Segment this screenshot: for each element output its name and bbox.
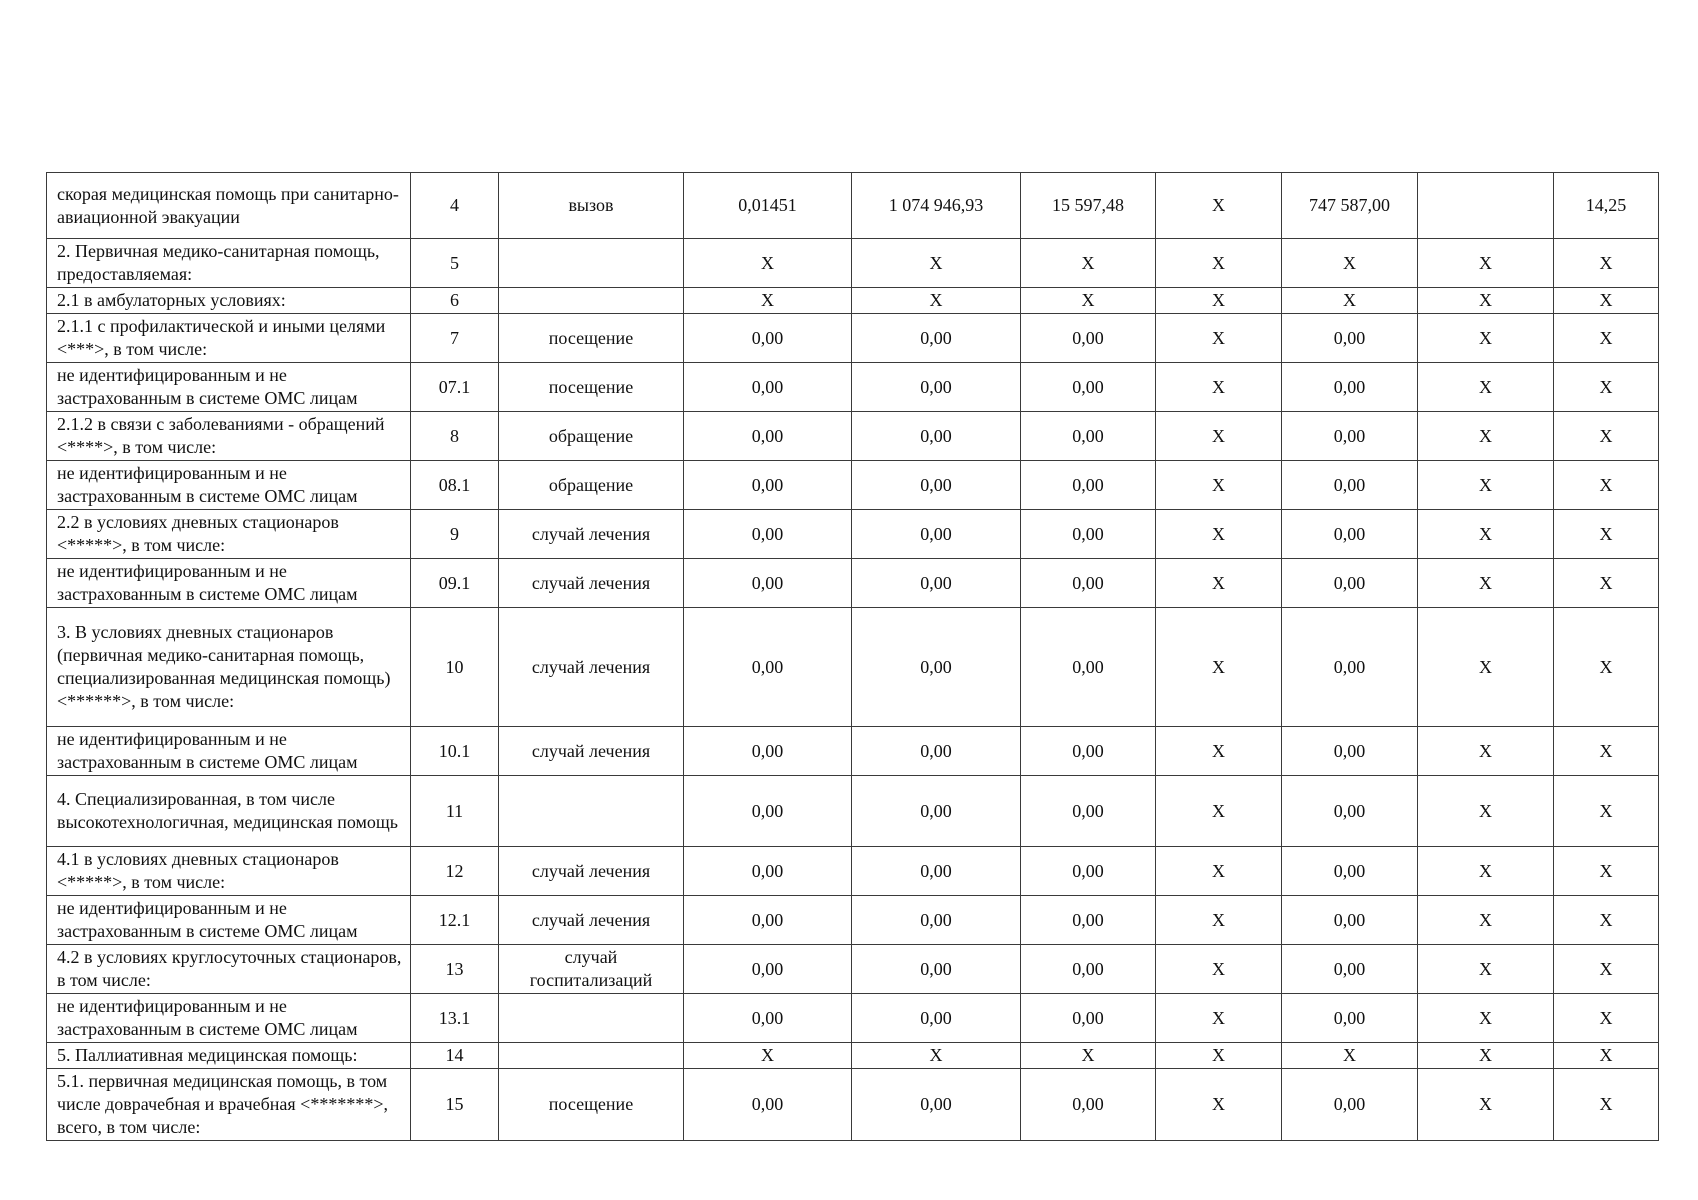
table-row	[47, 239, 1659, 288]
cost-per-unit-cell: X	[852, 239, 1021, 288]
per-capita-cell: 0,00	[1021, 847, 1156, 896]
oms-cell: X	[1418, 847, 1554, 896]
row-code-cell: 6	[411, 288, 499, 314]
per-capita-cell: 0,00	[1021, 994, 1156, 1043]
percent-cell: X	[1554, 412, 1659, 461]
unit-cell	[499, 1043, 684, 1069]
volume-cell: 0,00	[684, 727, 852, 776]
per-capita-cell: 0,00	[1021, 314, 1156, 363]
budget-cell: X	[1282, 1043, 1418, 1069]
row-code-cell: 09.1	[411, 559, 499, 608]
per-capita-cell: 0,00	[1021, 776, 1156, 847]
cost-per-unit-cell: 0,00	[852, 461, 1021, 510]
row-name-cell: не идентифицированным и не застрахованным в системе ОМС лицам	[47, 896, 411, 945]
row-code-cell: 12.1	[411, 896, 499, 945]
cost-per-unit-cell: 0,00	[852, 994, 1021, 1043]
oms-cell: X	[1418, 510, 1554, 559]
medical-care-table	[46, 172, 1659, 1141]
per-capita-cell: 0,00	[1021, 608, 1156, 727]
row-name-cell: не идентифицированным и не застрахованным в системе ОМС лицам	[47, 559, 411, 608]
percent-cell: X	[1554, 945, 1659, 994]
table-row	[47, 510, 1659, 559]
unit-cell: случай лечения	[499, 727, 684, 776]
unit-cell	[499, 239, 684, 288]
volume-cell: 0,00	[684, 412, 852, 461]
row-code-cell: 10.1	[411, 727, 499, 776]
budget-cell: 0,00	[1282, 412, 1418, 461]
row-code-cell: 15	[411, 1069, 499, 1141]
cost-per-unit-cell: X	[852, 288, 1021, 314]
volume-cell: X	[684, 239, 852, 288]
per-capita-oms-cell: X	[1156, 896, 1282, 945]
percent-cell: X	[1554, 510, 1659, 559]
percent-cell: X	[1554, 461, 1659, 510]
oms-cell: X	[1418, 559, 1554, 608]
volume-cell: 0,00	[684, 363, 852, 412]
table-row	[47, 461, 1659, 510]
budget-cell: 0,00	[1282, 945, 1418, 994]
row-code-cell: 10	[411, 608, 499, 727]
row-name-cell: 2.1 в амбулаторных условиях:	[47, 288, 411, 314]
table-row	[47, 1043, 1659, 1069]
oms-cell: X	[1418, 288, 1554, 314]
per-capita-oms-cell: X	[1156, 239, 1282, 288]
row-code-cell: 14	[411, 1043, 499, 1069]
row-name-cell: не идентифицированным и не застрахованным в системе ОМС лицам	[47, 461, 411, 510]
percent-cell: X	[1554, 994, 1659, 1043]
percent-cell: X	[1554, 559, 1659, 608]
per-capita-cell: 0,00	[1021, 412, 1156, 461]
table-row	[47, 847, 1659, 896]
percent-cell: X	[1554, 1069, 1659, 1141]
volume-cell: 0,00	[684, 776, 852, 847]
per-capita-oms-cell: X	[1156, 314, 1282, 363]
cost-per-unit-cell: X	[852, 1043, 1021, 1069]
volume-cell: 0,00	[684, 510, 852, 559]
oms-cell: X	[1418, 896, 1554, 945]
per-capita-cell: 0,00	[1021, 945, 1156, 994]
row-code-cell: 07.1	[411, 363, 499, 412]
unit-cell: обращение	[499, 412, 684, 461]
table-row	[47, 412, 1659, 461]
per-capita-oms-cell: X	[1156, 776, 1282, 847]
unit-cell: посещение	[499, 1069, 684, 1141]
cost-per-unit-cell: 0,00	[852, 896, 1021, 945]
oms-cell: X	[1418, 1069, 1554, 1141]
row-name-cell: скорая медицинская помощь при санитарно-авиационной эвакуации	[47, 173, 411, 239]
budget-cell: 0,00	[1282, 461, 1418, 510]
percent-cell: X	[1554, 727, 1659, 776]
row-name-cell: 4.2 в условиях круглосуточных стационаров, в том числе:	[47, 945, 411, 994]
volume-cell: 0,00	[684, 461, 852, 510]
cost-per-unit-cell: 0,00	[852, 314, 1021, 363]
table-row	[47, 776, 1659, 847]
budget-cell: 747 587,00	[1282, 173, 1418, 239]
table-row	[47, 994, 1659, 1043]
percent-cell: X	[1554, 288, 1659, 314]
per-capita-cell: X	[1021, 1043, 1156, 1069]
per-capita-cell: 0,00	[1021, 559, 1156, 608]
volume-cell: 0,00	[684, 314, 852, 363]
cost-per-unit-cell: 0,00	[852, 559, 1021, 608]
row-code-cell: 11	[411, 776, 499, 847]
budget-cell: 0,00	[1282, 1069, 1418, 1141]
oms-cell	[1418, 173, 1554, 239]
row-name-cell: 2.1.1 с профилактической и иными целями <***>, в том числе:	[47, 314, 411, 363]
per-capita-oms-cell: X	[1156, 945, 1282, 994]
row-name-cell: 5.1. первичная медицинская помощь, в том числе доврачебная и врачебная <*******>, всего, в том числе:	[47, 1069, 411, 1141]
budget-cell: 0,00	[1282, 847, 1418, 896]
budget-cell: 0,00	[1282, 510, 1418, 559]
unit-cell: обращение	[499, 461, 684, 510]
cost-per-unit-cell: 0,00	[852, 776, 1021, 847]
oms-cell: X	[1418, 994, 1554, 1043]
per-capita-oms-cell: X	[1156, 173, 1282, 239]
row-name-cell: 4. Специализированная, в том числе высокотехнологичная, медицинская помощь	[47, 776, 411, 847]
unit-cell: посещение	[499, 363, 684, 412]
unit-cell: случай лечения	[499, 847, 684, 896]
cost-per-unit-cell: 0,00	[852, 363, 1021, 412]
percent-cell: X	[1554, 776, 1659, 847]
row-name-cell: 2.2 в условиях дневных стационаров <*****>, в том числе:	[47, 510, 411, 559]
budget-cell: 0,00	[1282, 363, 1418, 412]
unit-cell: случай лечения	[499, 510, 684, 559]
budget-cell: 0,00	[1282, 559, 1418, 608]
volume-cell: X	[684, 288, 852, 314]
row-name-cell: 3. В условиях дневных стационаров (первичная медико-санитарная помощь, специализированная медицинская помощь) <******>, в том числе:	[47, 608, 411, 727]
oms-cell: X	[1418, 945, 1554, 994]
volume-cell: 0,00	[684, 945, 852, 994]
per-capita-cell: 0,00	[1021, 727, 1156, 776]
table-row	[47, 896, 1659, 945]
oms-cell: X	[1418, 461, 1554, 510]
table-row	[47, 288, 1659, 314]
row-name-cell: 2. Первичная медико-санитарная помощь, предоставляемая:	[47, 239, 411, 288]
cost-per-unit-cell: 0,00	[852, 1069, 1021, 1141]
budget-cell: 0,00	[1282, 994, 1418, 1043]
volume-cell: 0,00	[684, 559, 852, 608]
per-capita-oms-cell: X	[1156, 994, 1282, 1043]
oms-cell: X	[1418, 1043, 1554, 1069]
cost-per-unit-cell: 0,00	[852, 510, 1021, 559]
per-capita-oms-cell: X	[1156, 727, 1282, 776]
cost-per-unit-cell: 1 074 946,93	[852, 173, 1021, 239]
unit-cell: вызов	[499, 173, 684, 239]
volume-cell: 0,00	[684, 1069, 852, 1141]
per-capita-oms-cell: X	[1156, 288, 1282, 314]
percent-cell: X	[1554, 1043, 1659, 1069]
per-capita-oms-cell: X	[1156, 461, 1282, 510]
per-capita-oms-cell: X	[1156, 847, 1282, 896]
cost-per-unit-cell: 0,00	[852, 847, 1021, 896]
unit-cell: случай лечения	[499, 608, 684, 727]
row-code-cell: 4	[411, 173, 499, 239]
per-capita-cell: X	[1021, 239, 1156, 288]
volume-cell: 0,00	[684, 994, 852, 1043]
per-capita-cell: 0,00	[1021, 461, 1156, 510]
table-row	[47, 559, 1659, 608]
per-capita-oms-cell: X	[1156, 608, 1282, 727]
per-capita-oms-cell: X	[1156, 1069, 1282, 1141]
row-name-cell: 5. Паллиативная медицинская помощь:	[47, 1043, 411, 1069]
table-row	[47, 363, 1659, 412]
row-name-cell: не идентифицированным и не застрахованным в системе ОМС лицам	[47, 363, 411, 412]
percent-cell: X	[1554, 896, 1659, 945]
per-capita-cell: 0,00	[1021, 363, 1156, 412]
per-capita-oms-cell: X	[1156, 510, 1282, 559]
unit-cell	[499, 288, 684, 314]
oms-cell: X	[1418, 727, 1554, 776]
unit-cell: случай госпитализаций	[499, 945, 684, 994]
per-capita-oms-cell: X	[1156, 412, 1282, 461]
per-capita-cell: 0,00	[1021, 1069, 1156, 1141]
oms-cell: X	[1418, 363, 1554, 412]
per-capita-cell: 0,00	[1021, 896, 1156, 945]
per-capita-oms-cell: X	[1156, 1043, 1282, 1069]
oms-cell: X	[1418, 314, 1554, 363]
table-row	[47, 608, 1659, 727]
percent-cell: X	[1554, 314, 1659, 363]
percent-cell: X	[1554, 847, 1659, 896]
table-row	[47, 727, 1659, 776]
volume-cell: 0,01451	[684, 173, 852, 239]
volume-cell: 0,00	[684, 847, 852, 896]
row-code-cell: 7	[411, 314, 499, 363]
oms-cell: X	[1418, 776, 1554, 847]
percent-cell: X	[1554, 608, 1659, 727]
cost-per-unit-cell: 0,00	[852, 608, 1021, 727]
budget-cell: X	[1282, 239, 1418, 288]
unit-cell: посещение	[499, 314, 684, 363]
budget-cell: 0,00	[1282, 608, 1418, 727]
volume-cell: X	[684, 1043, 852, 1069]
per-capita-oms-cell: X	[1156, 363, 1282, 412]
unit-cell: случай лечения	[499, 559, 684, 608]
budget-cell: 0,00	[1282, 896, 1418, 945]
table-row	[47, 1069, 1659, 1141]
table-row	[47, 314, 1659, 363]
oms-cell: X	[1418, 412, 1554, 461]
unit-cell	[499, 994, 684, 1043]
table-row	[47, 945, 1659, 994]
oms-cell: X	[1418, 239, 1554, 288]
cost-per-unit-cell: 0,00	[852, 412, 1021, 461]
per-capita-cell: 0,00	[1021, 510, 1156, 559]
cost-per-unit-cell: 0,00	[852, 727, 1021, 776]
percent-cell: X	[1554, 363, 1659, 412]
row-code-cell: 5	[411, 239, 499, 288]
per-capita-cell: X	[1021, 288, 1156, 314]
oms-cell: X	[1418, 608, 1554, 727]
budget-cell: 0,00	[1282, 776, 1418, 847]
row-name-cell: 2.1.2 в связи с заболеваниями - обращений <****>, в том числе:	[47, 412, 411, 461]
row-code-cell: 12	[411, 847, 499, 896]
row-name-cell: не идентифицированным и не застрахованным в системе ОМС лицам	[47, 994, 411, 1043]
row-code-cell: 13	[411, 945, 499, 994]
budget-cell: 0,00	[1282, 727, 1418, 776]
per-capita-cell: 15 597,48	[1021, 173, 1156, 239]
volume-cell: 0,00	[684, 896, 852, 945]
row-code-cell: 9	[411, 510, 499, 559]
budget-cell: 0,00	[1282, 314, 1418, 363]
row-name-cell: не идентифицированным и не застрахованным в системе ОМС лицам	[47, 727, 411, 776]
row-name-cell: 4.1 в условиях дневных стационаров <*****>, в том числе:	[47, 847, 411, 896]
percent-cell: 14,25	[1554, 173, 1659, 239]
cost-per-unit-cell: 0,00	[852, 945, 1021, 994]
row-code-cell: 8	[411, 412, 499, 461]
table-row	[47, 173, 1659, 239]
table-body	[47, 173, 1659, 1141]
percent-cell: X	[1554, 239, 1659, 288]
unit-cell: случай лечения	[499, 896, 684, 945]
per-capita-oms-cell: X	[1156, 559, 1282, 608]
unit-cell	[499, 776, 684, 847]
row-code-cell: 08.1	[411, 461, 499, 510]
volume-cell: 0,00	[684, 608, 852, 727]
row-code-cell: 13.1	[411, 994, 499, 1043]
budget-cell: X	[1282, 288, 1418, 314]
